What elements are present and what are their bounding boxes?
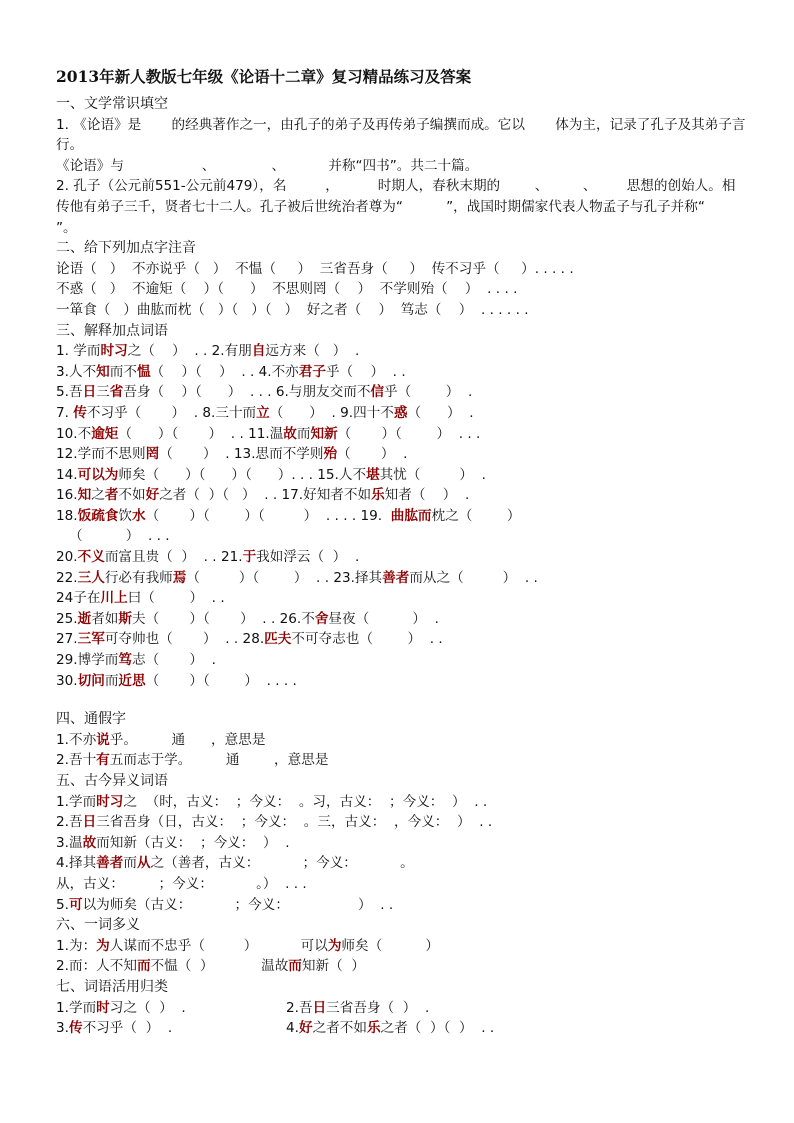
marked-word: 川上 [100, 590, 128, 607]
question-line [56, 1018, 746, 1039]
line-text: 知者（ ） . [384, 487, 470, 504]
line-text: 乎（ ） . . [325, 363, 406, 380]
marked-word: 知 [77, 487, 92, 504]
marked-word: 三人 [77, 569, 105, 586]
line-text: 而不 [109, 363, 137, 380]
question-line [56, 259, 746, 280]
line-text: 夫（ ）（ ） . . 26.不 [132, 610, 315, 627]
line-text: 五而志于学。 通 ，意思是 [109, 752, 329, 769]
marked-word: 自 [251, 343, 266, 360]
marked-word: 舍 [314, 610, 329, 627]
line-text: 师矣（ ）（ ）（ ）. . . 15.人不 [118, 466, 367, 483]
line-text: 25. [56, 610, 78, 627]
marked-word: 说 [96, 731, 110, 748]
line-text: 1.不亦 [56, 731, 97, 748]
line-text: 之者不如 [312, 1020, 367, 1037]
line-text: 不可夺志也（ ） . . [291, 631, 443, 648]
worksheet-body [56, 94, 749, 1039]
line-text: 16. [56, 487, 78, 504]
line-text: 枕之（ ） [431, 507, 521, 524]
line-text: 而知新（古义： ；今义： ） . [96, 834, 290, 851]
marked-word: 可 [68, 896, 83, 913]
line-text: 《论语》与 、 、 并称“四书”。共二十篇。 [56, 157, 479, 174]
line-text: 1.学而 [56, 793, 97, 810]
marked-word: 立 [256, 404, 270, 421]
question-line [56, 874, 746, 895]
line-text: 我如浮云（ ） . [256, 549, 360, 566]
question-line [56, 671, 746, 692]
marked-word: 而 [136, 958, 151, 975]
line-text: 之 （时，古义： ；今义： 。习，古义： ；今义： ） . . [123, 793, 488, 810]
line-text: 行必有我师 [104, 569, 173, 586]
section-heading [56, 321, 746, 342]
line-text: 1. 《论语》是 的经典著作之一，由孔子的弟子及再传弟子编撰而成。它以 体为主，记录了孔子及其弟子言行。 [56, 116, 746, 154]
section-heading [56, 709, 746, 730]
line-text: 三省吾身（ ） . [326, 999, 430, 1016]
line-text: 之者（ ）（ ） . . 17.好知者不如 [159, 487, 372, 504]
line-text: 乎。 通 ，意思是 [109, 731, 266, 748]
line-text: 之者（ ）（ ） . . [380, 1020, 495, 1037]
question-line [56, 750, 746, 771]
line-text: 1.学而 [56, 999, 97, 1016]
line-text: 知新（ ） [301, 958, 365, 975]
line-text: 5.吾 [56, 384, 83, 401]
question-line [56, 465, 746, 486]
question-line [56, 956, 746, 977]
marked-word: 日 [82, 384, 97, 401]
marked-word: 故 [283, 425, 297, 442]
line-text: 四、通假字 [56, 711, 126, 728]
line-text: 吾身（ ）（ ） . . . 6.与朋友交而不 [123, 384, 371, 401]
question-line [56, 568, 746, 589]
line-text: 24子在 [56, 590, 101, 607]
marked-word: 为 [96, 937, 110, 954]
line-text: 10.不 [56, 425, 92, 442]
line-text: 3.人不 [56, 363, 97, 380]
line-text: 而 [123, 855, 137, 872]
line-text: 之（善者，古义： ；今义： 。 [150, 855, 414, 872]
line-text: 昼夜（ ） . [328, 610, 439, 627]
question-line [56, 895, 746, 916]
question-line [56, 853, 746, 874]
line-text: 乎（ ） . [384, 384, 473, 401]
question-line [56, 176, 749, 238]
line-text: 曰（ ） . . [127, 590, 225, 607]
section-heading [56, 915, 746, 936]
line-text: 而 [104, 672, 119, 689]
marked-word: 近思 [118, 672, 146, 689]
line-text: 1.为： [56, 937, 97, 954]
question-line [56, 730, 746, 751]
line-text: 5. [56, 896, 69, 913]
marked-word: 乐 [371, 487, 385, 504]
line-text: 六、一词多义 [56, 917, 140, 934]
question-line [56, 341, 746, 362]
marked-word: 日 [82, 814, 97, 831]
question-line [56, 362, 746, 383]
marked-word: 信 [370, 384, 385, 401]
marked-word: 堪 [366, 466, 380, 483]
line-text: 而 [296, 425, 311, 442]
line-text: 三 [96, 384, 110, 401]
line-text: 不习乎（ ） . 8.三十而 [86, 404, 257, 421]
marked-word: 好 [298, 1020, 313, 1037]
line-text: 2.吾 [56, 814, 83, 831]
marked-word: 有 [96, 752, 110, 769]
question-line [56, 547, 746, 568]
line-text: 者如 [91, 610, 119, 627]
question-line [56, 588, 746, 609]
question-line [56, 833, 746, 854]
marked-word: 愠 [136, 363, 151, 380]
marked-word: 知新 [310, 425, 338, 442]
question-line [56, 506, 746, 527]
marked-word: 逾矩 [91, 425, 119, 442]
marked-word: 焉 [172, 569, 187, 586]
question-line [56, 936, 746, 957]
line-text: 1. 学而 [56, 343, 101, 360]
line-text: （ ） . . . [56, 528, 170, 545]
question-line [56, 792, 746, 813]
marked-word: 曲肱而 [390, 507, 432, 524]
marked-word: 水 [132, 507, 146, 524]
question-line [56, 403, 746, 424]
question-line [56, 300, 746, 321]
line-text: 而从之（ ） . . [409, 569, 538, 586]
question-right [286, 1000, 429, 1016]
question-line [56, 650, 746, 671]
marked-word: 乐 [366, 1020, 381, 1037]
line-text: 从，古义： ；今义： 。） . . . [56, 875, 307, 892]
line-text: 三省吾身（日，古义： ；今义： 。三，古义： ，今义： ） . . [96, 814, 493, 831]
line-text: 4.择其 [56, 855, 97, 872]
line-text: 18. [56, 507, 78, 524]
line-text: 人谋而不忠乎（ ） 可以 [109, 937, 328, 954]
line-text: （ ） . [407, 404, 474, 421]
line-text: 3.温 [56, 834, 83, 851]
line-text: 之（ ） . . 2.有朋 [127, 343, 252, 360]
line-text: 12.学而不思则 [56, 446, 146, 463]
line-text: 以为师矣（古义： ；今义： ） . . [82, 896, 394, 913]
question-line [56, 812, 746, 833]
line-text: 4. [286, 1020, 299, 1037]
line-text: （ ）（ ） . . 11.温 [118, 425, 284, 442]
line-text: 30. [56, 672, 78, 689]
line-text: （ ） . 13.思而不学则 [159, 446, 324, 463]
line-text: 22. [56, 569, 78, 586]
marked-word: 善者 [382, 569, 410, 586]
marked-word: 时 [96, 999, 110, 1016]
question-line [56, 998, 746, 1019]
question-line [56, 424, 746, 445]
line-text: 饮 [118, 507, 132, 524]
section-heading [56, 771, 746, 792]
line-text: 20. [56, 549, 78, 566]
line-text: 不习乎（ ） . [82, 1020, 173, 1037]
question-right [286, 1020, 494, 1036]
line-text: 七、词语活用归类 [56, 978, 168, 995]
marked-word: 时习 [100, 343, 128, 360]
worksheet-page [56, 66, 749, 1039]
marked-word: 而 [288, 958, 302, 975]
line-text: 远方来（ ） . [265, 343, 360, 360]
line-text: （ ）（ ） . . 23.择其 [186, 569, 383, 586]
marked-word: 殆 [323, 446, 338, 463]
marked-word: 惑 [393, 404, 408, 421]
worksheet-title: 2013年新人教版七年级《论语十二章》复习精品练习及答案 [56, 67, 472, 86]
marked-word: 逝 [77, 610, 92, 627]
marked-word: 不义 [77, 549, 105, 566]
line-text: 不如 [118, 487, 146, 504]
question-line [56, 485, 746, 506]
line-text: 3. [56, 1020, 69, 1037]
line-text: （ ）（ ） . . . [337, 425, 481, 442]
marked-word: 日 [312, 999, 327, 1016]
line-text: 一箪食（ ）曲肱而枕（ ）（ ）（ ） 好之者（ ） 笃志（ ） . . . . . . [56, 301, 529, 318]
line-text: 而富且贵（ ） . . 21. [104, 549, 243, 566]
line-text: 一、文学常识填空 [56, 96, 168, 112]
line-text: 师矣（ ） [341, 937, 439, 954]
line-text: 不惑（ ） 不逾矩（ ）（ ） 不思则罔（ ） 不学则殆（ ） . . . . [56, 281, 518, 298]
section-heading [56, 94, 746, 115]
marked-word: 时习 [96, 793, 124, 810]
line-text: 2.吾十 [56, 752, 97, 769]
question-line [56, 444, 746, 465]
marked-word: 为 [327, 937, 342, 954]
marked-word: 君子 [298, 363, 326, 380]
marked-word: 三军 [77, 631, 105, 648]
line-text: 14. [56, 466, 78, 483]
line-text: 2.而：人不知 [56, 958, 137, 975]
line-text: 2. 孔子（公元前551-公元前479），名 ， 时期人，春秋末期的 、 、 思想的创始人。相传他有弟子三千，贤者七十二人。孔子被后世统治者尊为“ ”，战国时期儒家代表人物孟子与孔子并称“ ”。 [56, 178, 749, 236]
line-text: 二、给下列加点字注音 [56, 240, 196, 257]
line-text: 三、解释加点词语 [56, 322, 168, 339]
question-line [56, 629, 746, 650]
line-text: （ ） . 9.四十不 [269, 404, 394, 421]
marked-word: 者 [104, 487, 119, 504]
line-text: 其忧（ ） . [379, 466, 486, 483]
line-text: （ ）（ ） . . . . [145, 672, 297, 689]
line-text: 论语（ ） 不亦说乎（ ） 不愠（ ） 三省吾身（ ） 传不习乎（ ）. . . . . [56, 260, 574, 277]
spacer [56, 691, 746, 709]
line-text: （ ） . [337, 446, 408, 463]
line-text: 2.吾 [286, 999, 313, 1016]
question-left [56, 1018, 286, 1039]
marked-word: 饭疏食 [77, 507, 119, 524]
marked-word: 好 [145, 487, 160, 504]
marked-word: 省 [109, 384, 124, 401]
section-heading [56, 238, 746, 259]
line-text: 不愠（ ） 温故 [150, 958, 289, 975]
marked-word: 故 [82, 834, 97, 851]
question-line [56, 156, 746, 177]
line-text: （ ）（ ） . . 4.不亦 [150, 363, 299, 380]
question-line [56, 526, 746, 547]
marked-word: 传 [68, 1020, 83, 1037]
line-text: 7. [56, 404, 74, 421]
line-text: 可夺帅也（ ） . . 28. [104, 631, 265, 648]
question-line [56, 609, 746, 630]
marked-word: 善者 [96, 855, 124, 872]
marked-word: 切问 [77, 672, 105, 689]
line-text: （ ）（ ）（ ） . . . . 19. [145, 507, 391, 524]
question-left [56, 998, 286, 1019]
marked-word: 于 [242, 549, 257, 566]
marked-word: 可以为 [77, 466, 119, 483]
line-text: 27. [56, 631, 78, 648]
marked-word: 笃 [118, 652, 132, 669]
line-text: 五、古今异义词语 [56, 773, 168, 789]
marked-word: 知 [96, 363, 110, 380]
marked-word: 从 [136, 855, 151, 872]
line-text: 习之（ ） . [109, 999, 186, 1016]
marked-word: 罔 [145, 446, 160, 463]
question-line [56, 382, 746, 403]
line-text: 29.博学而 [56, 652, 119, 669]
question-line [56, 279, 746, 300]
marked-word: 匹夫 [264, 631, 292, 648]
section-heading [56, 977, 746, 998]
marked-word: 斯 [118, 610, 132, 627]
question-line [56, 115, 746, 156]
line-text: 之 [91, 487, 105, 504]
line-text: 志（ ） . [132, 652, 216, 669]
marked-word: 传 [73, 404, 87, 421]
